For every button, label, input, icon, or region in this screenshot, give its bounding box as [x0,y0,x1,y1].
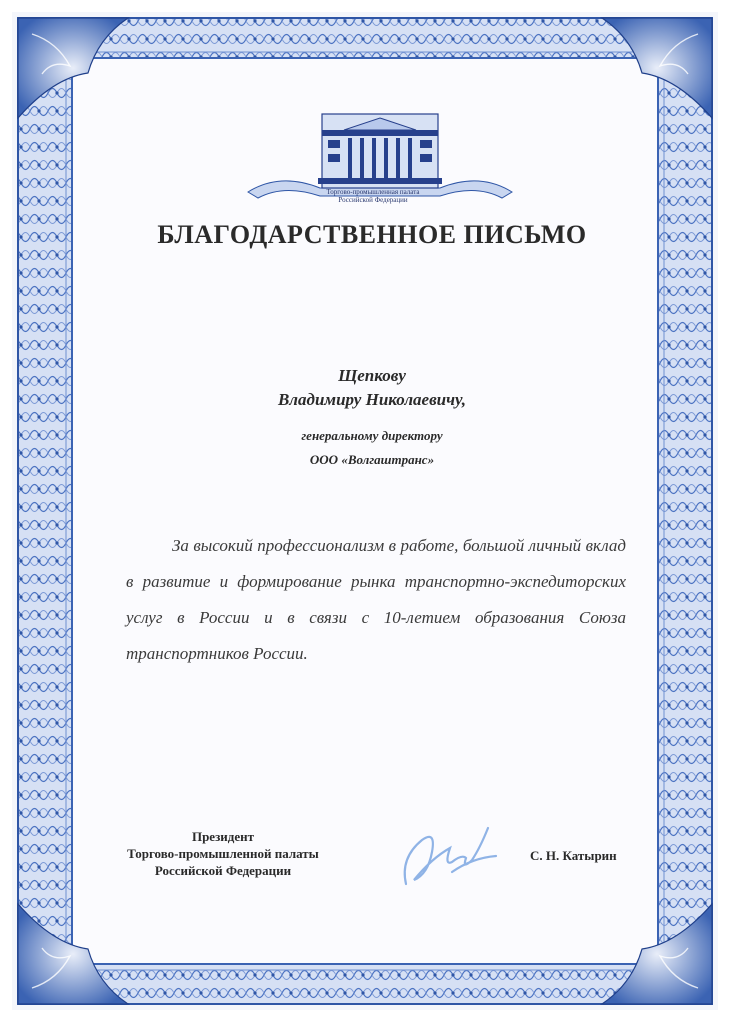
handwritten-signature [392,818,502,898]
signatory-title-line1: Президент [191,829,255,844]
recipient-given-names: Владимиру Николаевичу, [277,390,467,409]
document-title: БЛАГОДАРСТВЕННОЕ ПИСЬМО [157,220,587,249]
emblem-caption-line2: Российской Федерации [338,196,408,204]
signatory-title [88,828,358,879]
signatory-title-line2: Торгово-промышленной палаты [127,846,319,861]
recipient-name [0,364,744,412]
company-name: ООО «Волгаштранс» [309,452,435,467]
position-title: генеральному директору [301,428,443,443]
signatory-title-line3: Российской Федерации [154,863,292,878]
signatory-name: С. Н. Катырин [530,848,617,863]
recipient-surname: Щепкову [338,366,406,385]
recipient-position [0,424,744,472]
letter-body: За высокий профессионализм в работе, большой личный вклад в развитие и формирование рынка транспортно-экспедиторских услуг в России и в связи с 10-летием образования Союза транспортников России. [126,536,626,663]
emblem-caption-line1: Торгово-промышленная палата [326,188,420,196]
emblem-caption [306,188,440,204]
